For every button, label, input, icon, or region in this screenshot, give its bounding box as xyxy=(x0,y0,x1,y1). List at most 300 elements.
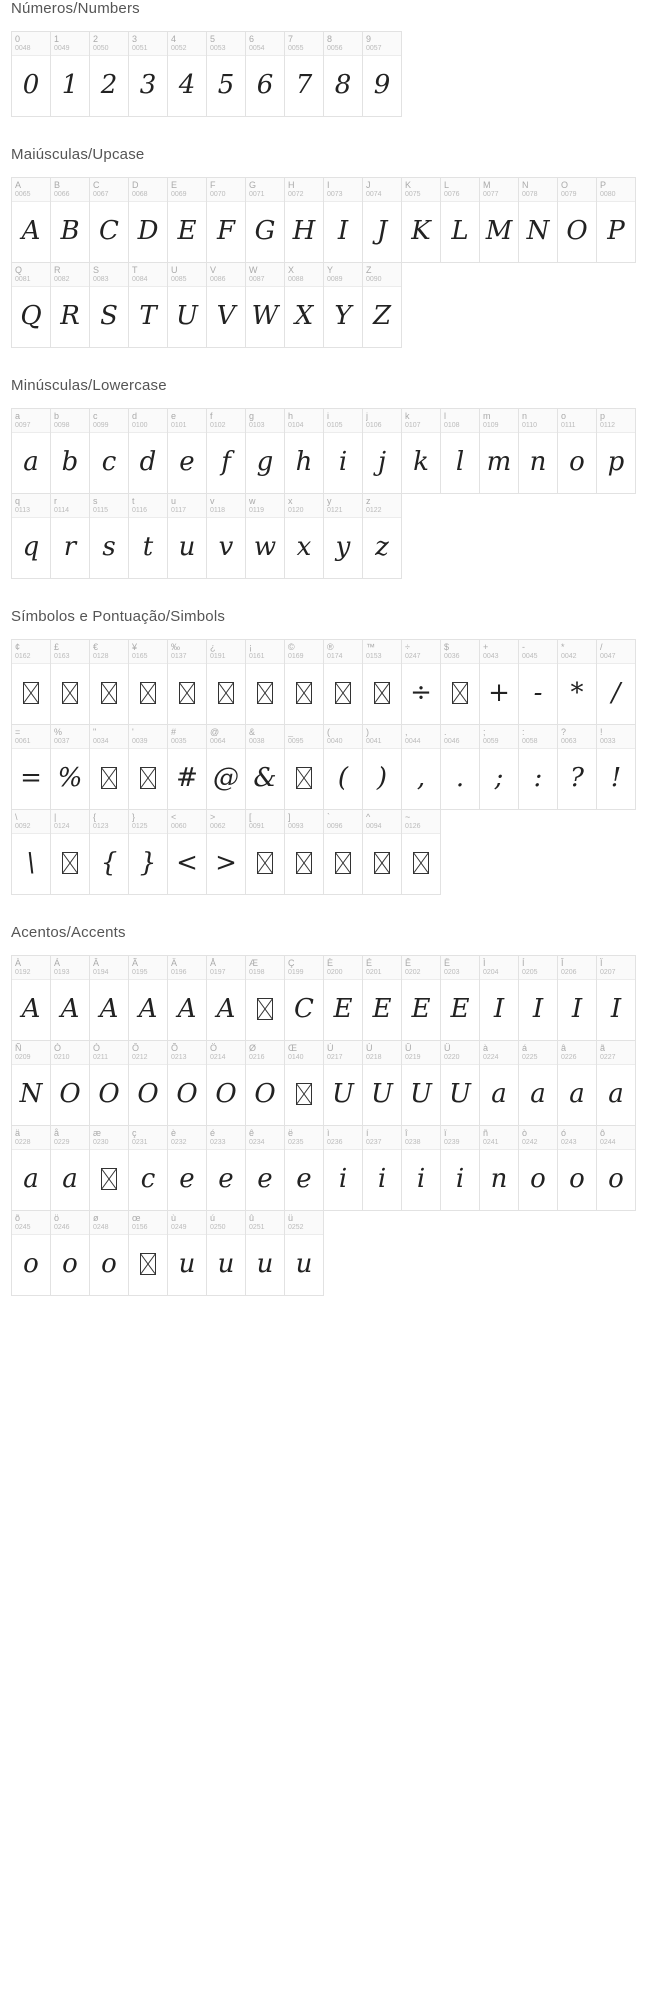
glyph-cell[interactable] xyxy=(206,955,246,1041)
glyph-code-label: 0211 xyxy=(93,1054,109,1061)
glyph-cell[interactable] xyxy=(557,639,597,725)
glyph-cell[interactable] xyxy=(50,809,90,895)
glyph-cell[interactable] xyxy=(245,639,285,725)
glyph-code-label: 0248 xyxy=(93,1224,109,1231)
glyph-cell[interactable] xyxy=(167,955,207,1041)
glyph-cell[interactable] xyxy=(479,955,519,1041)
glyph-cell[interactable] xyxy=(518,1125,558,1211)
glyph-cell[interactable] xyxy=(89,639,129,725)
glyph-cell[interactable] xyxy=(557,177,597,263)
glyph-cell[interactable] xyxy=(440,177,480,263)
glyph-cell[interactable] xyxy=(479,1040,519,1126)
section-title: Maiúsculas/Upcase xyxy=(11,146,145,163)
glyph-code-label: 0234 xyxy=(249,1139,265,1146)
glyph-cell[interactable] xyxy=(89,1210,129,1296)
glyph-preview: M xyxy=(485,216,513,246)
glyph-cell[interactable] xyxy=(479,639,519,725)
glyph-code-label: 0231 xyxy=(132,1139,148,1146)
glyph-meta xyxy=(363,725,401,749)
glyph-preview: } xyxy=(139,848,157,878)
glyph-char-label: J xyxy=(366,180,371,190)
glyph-cell[interactable] xyxy=(401,1125,441,1211)
glyph-char-label: ' xyxy=(132,727,134,737)
glyph-meta xyxy=(519,725,557,749)
glyph-cell[interactable] xyxy=(557,1125,597,1211)
glyph-preview: a xyxy=(530,1079,546,1109)
glyph-cell[interactable] xyxy=(50,639,90,725)
glyph-cell[interactable] xyxy=(206,639,246,725)
glyph-cell[interactable] xyxy=(596,408,636,494)
glyph-cell[interactable] xyxy=(206,1040,246,1126)
glyph-char-label: O xyxy=(561,180,569,190)
glyph-cell[interactable] xyxy=(323,1125,363,1211)
glyph-cell[interactable] xyxy=(11,493,51,579)
section-title: Acentos/Accents xyxy=(11,924,126,941)
glyph-meta xyxy=(12,263,50,287)
glyph-cell[interactable] xyxy=(11,262,51,348)
glyph-cell[interactable] xyxy=(440,724,480,810)
glyph-code-label: 0079 xyxy=(561,191,577,198)
glyph-cell[interactable] xyxy=(245,262,285,348)
glyph-cell[interactable] xyxy=(596,639,636,725)
glyph-cell[interactable] xyxy=(284,1040,324,1126)
glyph-cell[interactable] xyxy=(284,1210,324,1296)
glyph-char-label: T xyxy=(132,265,138,275)
glyph-cell[interactable] xyxy=(284,809,324,895)
glyph-cell[interactable] xyxy=(401,1040,441,1126)
glyph-cell[interactable] xyxy=(479,177,519,263)
glyph-char-label: ú xyxy=(210,1213,216,1223)
glyph-cell[interactable] xyxy=(362,639,402,725)
glyph-char-label: ñ xyxy=(483,1128,489,1138)
glyph-cell[interactable] xyxy=(362,955,402,1041)
missing-glyph-box xyxy=(402,834,440,895)
glyph-cell[interactable] xyxy=(518,408,558,494)
glyph-cell[interactable] xyxy=(89,955,129,1041)
missing-glyph-box xyxy=(129,749,167,810)
glyph-char-label: Â xyxy=(93,958,100,968)
glyph-cell[interactable] xyxy=(440,1125,480,1211)
glyph-char-label: u xyxy=(171,496,177,506)
section-title: Símbolos e Pontuação/Simbols xyxy=(11,608,226,625)
glyph-preview: i xyxy=(338,447,348,477)
glyph-cell[interactable] xyxy=(479,724,519,810)
glyph-cell[interactable] xyxy=(479,408,519,494)
glyph-cell[interactable] xyxy=(245,493,285,579)
glyph-code-label: 0071 xyxy=(249,191,265,198)
glyph-cell[interactable] xyxy=(128,31,168,117)
glyph-char-label: L xyxy=(444,180,450,190)
tofu-icon xyxy=(374,852,390,874)
glyph-char-label: S xyxy=(93,265,100,275)
glyph-char-label: b xyxy=(54,411,60,421)
glyph-preview: n xyxy=(490,1164,508,1194)
glyph-meta xyxy=(129,725,167,749)
missing-glyph-box xyxy=(90,664,128,725)
glyph-cell[interactable] xyxy=(128,639,168,725)
glyph-char-label: 8 xyxy=(327,34,333,44)
glyph-cell[interactable] xyxy=(518,955,558,1041)
glyph-cell[interactable] xyxy=(167,177,207,263)
glyph-meta xyxy=(441,409,479,433)
glyph-cell[interactable] xyxy=(206,724,246,810)
glyph-meta xyxy=(441,640,479,664)
glyph-cell[interactable] xyxy=(128,262,168,348)
glyph-char-label: j xyxy=(366,411,368,421)
glyph-code-label: 0063 xyxy=(561,738,577,745)
glyph-char-label: ] xyxy=(288,812,291,822)
glyph-char-label: & xyxy=(249,727,256,737)
glyph-meta xyxy=(519,640,557,664)
glyph-preview: i xyxy=(455,1164,465,1194)
tofu-icon xyxy=(257,682,273,704)
glyph-preview: 6 xyxy=(256,70,274,100)
glyph-cell[interactable] xyxy=(89,809,129,895)
glyph-cell[interactable] xyxy=(128,177,168,263)
glyph-cell[interactable] xyxy=(440,408,480,494)
glyph-preview: { xyxy=(100,848,118,878)
glyph-cell[interactable] xyxy=(596,177,636,263)
glyph-cell[interactable] xyxy=(206,31,246,117)
glyph-meta xyxy=(480,640,518,664)
glyph-preview: c xyxy=(140,1164,156,1194)
glyph-code-label: 0209 xyxy=(15,1054,31,1061)
glyph-cell[interactable] xyxy=(362,809,402,895)
glyph-cell[interactable] xyxy=(245,724,285,810)
glyph-code-label: 0105 xyxy=(327,422,343,429)
glyph-cell[interactable] xyxy=(401,724,441,810)
glyph-cell[interactable] xyxy=(128,408,168,494)
glyph-char-label: $ xyxy=(444,642,450,652)
glyph-code-label: 0251 xyxy=(249,1224,265,1231)
glyph-cell[interactable] xyxy=(362,724,402,810)
glyph-preview: , xyxy=(416,763,426,793)
glyph-meta xyxy=(480,1041,518,1065)
glyph-meta xyxy=(363,1041,401,1065)
glyph-cell[interactable] xyxy=(167,493,207,579)
glyph-cell[interactable] xyxy=(128,724,168,810)
glyph-cell[interactable] xyxy=(323,809,363,895)
glyph-meta xyxy=(168,956,206,980)
glyph-cell[interactable] xyxy=(11,955,51,1041)
glyph-cell[interactable] xyxy=(128,1210,168,1296)
glyph-char-label: X xyxy=(288,265,295,275)
glyph-cell[interactable] xyxy=(206,177,246,263)
glyph-cell[interactable] xyxy=(206,493,246,579)
glyph-code-label: 0091 xyxy=(249,823,265,830)
glyph-cell[interactable] xyxy=(206,262,246,348)
glyph-cell[interactable] xyxy=(89,31,129,117)
glyph-cell[interactable] xyxy=(557,955,597,1041)
glyph-meta xyxy=(90,494,128,518)
glyph-code-label: 0107 xyxy=(405,422,421,429)
glyph-cell[interactable] xyxy=(89,1040,129,1126)
glyph-cell[interactable] xyxy=(167,1125,207,1211)
glyph-cell[interactable] xyxy=(362,1040,402,1126)
glyph-preview: / xyxy=(611,678,621,708)
glyph-cell[interactable] xyxy=(284,31,324,117)
glyph-meta xyxy=(285,640,323,664)
glyph-char-label: © xyxy=(288,642,295,652)
glyph-meta xyxy=(480,409,518,433)
glyph-preview: O xyxy=(137,1079,159,1109)
glyph-code-label: 0199 xyxy=(288,969,304,976)
glyph-cell[interactable] xyxy=(284,177,324,263)
glyph-cell[interactable] xyxy=(245,1040,285,1126)
glyph-cell[interactable] xyxy=(518,639,558,725)
glyph-meta xyxy=(51,494,89,518)
glyph-cell[interactable] xyxy=(362,262,402,348)
glyph-section xyxy=(0,608,661,894)
glyph-preview: U xyxy=(176,301,198,331)
glyph-preview: R xyxy=(60,301,80,331)
glyph-meta xyxy=(168,1041,206,1065)
glyph-code-label: 0200 xyxy=(327,969,343,976)
glyph-cell[interactable] xyxy=(11,1125,51,1211)
glyph-cell[interactable] xyxy=(167,1040,207,1126)
glyph-char-label: K xyxy=(405,180,412,190)
glyph-cell[interactable] xyxy=(128,1040,168,1126)
glyph-cell[interactable] xyxy=(557,408,597,494)
glyph-code-label: 0095 xyxy=(288,738,304,745)
glyph-cell[interactable] xyxy=(167,639,207,725)
glyph-cell[interactable] xyxy=(128,1125,168,1211)
glyph-preview: y xyxy=(335,532,351,562)
glyph-cell[interactable] xyxy=(167,408,207,494)
glyph-cell[interactable] xyxy=(596,1125,636,1211)
glyph-cell[interactable] xyxy=(284,493,324,579)
glyph-cell[interactable] xyxy=(89,177,129,263)
glyph-char-label: 4 xyxy=(171,34,177,44)
glyph-code-label: 0096 xyxy=(327,823,343,830)
glyph-char-label: ™ xyxy=(366,642,375,652)
glyph-code-label: 0054 xyxy=(249,45,265,52)
glyph-cell[interactable] xyxy=(50,1210,90,1296)
glyph-char-label: h xyxy=(288,411,294,421)
glyph-cell[interactable] xyxy=(50,31,90,117)
glyph-preview: 4 xyxy=(178,70,196,100)
glyph-cell[interactable] xyxy=(596,724,636,810)
glyph-code-label: 0048 xyxy=(15,45,31,52)
glyph-preview: I xyxy=(571,994,583,1024)
glyph-meta xyxy=(207,32,245,56)
glyph-preview: v xyxy=(218,532,234,562)
glyph-cell[interactable] xyxy=(518,177,558,263)
glyph-cell[interactable] xyxy=(401,177,441,263)
glyph-meta xyxy=(51,640,89,664)
glyph-code-label: 0061 xyxy=(15,738,31,745)
glyph-cell[interactable] xyxy=(128,955,168,1041)
glyph-char-label: < xyxy=(171,812,177,822)
glyph-cell[interactable] xyxy=(128,809,168,895)
glyph-preview: ? xyxy=(570,763,584,793)
glyph-section xyxy=(0,146,661,347)
glyph-code-label: 0174 xyxy=(327,653,343,660)
glyph-code-label: 0106 xyxy=(366,422,382,429)
glyph-cell[interactable] xyxy=(323,493,363,579)
glyph-cell[interactable] xyxy=(167,1210,207,1296)
glyph-cell[interactable] xyxy=(50,1125,90,1211)
glyph-cell[interactable] xyxy=(557,724,597,810)
missing-glyph-box xyxy=(363,664,401,725)
glyph-cell[interactable] xyxy=(50,955,90,1041)
glyph-cell[interactable] xyxy=(245,177,285,263)
glyph-cell[interactable] xyxy=(206,408,246,494)
glyph-preview: O xyxy=(98,1079,120,1109)
glyph-cell[interactable] xyxy=(245,1125,285,1211)
glyph-cell[interactable] xyxy=(440,639,480,725)
glyph-cell[interactable] xyxy=(518,1040,558,1126)
glyph-cell[interactable] xyxy=(50,262,90,348)
glyph-cell[interactable] xyxy=(167,724,207,810)
glyph-cell[interactable] xyxy=(50,493,90,579)
glyph-cell[interactable] xyxy=(362,408,402,494)
glyph-cell[interactable] xyxy=(206,809,246,895)
glyph-cell[interactable] xyxy=(401,955,441,1041)
glyph-cell[interactable] xyxy=(284,262,324,348)
glyph-meta xyxy=(519,178,557,202)
glyph-code-label: 0110 xyxy=(522,422,538,429)
glyph-code-label: 0089 xyxy=(327,276,343,283)
glyph-cell[interactable] xyxy=(167,809,207,895)
glyph-cell[interactable] xyxy=(323,31,363,117)
glyph-char-label: % xyxy=(54,727,63,737)
glyph-preview: 7 xyxy=(295,70,313,100)
glyph-cell[interactable] xyxy=(284,408,324,494)
glyph-cell[interactable] xyxy=(128,493,168,579)
glyph-cell[interactable] xyxy=(50,408,90,494)
glyph-cell[interactable] xyxy=(323,955,363,1041)
glyph-cell[interactable] xyxy=(362,177,402,263)
glyph-cell[interactable] xyxy=(401,639,441,725)
glyph-cell[interactable] xyxy=(89,1125,129,1211)
glyph-cell[interactable] xyxy=(11,809,51,895)
glyph-preview: A xyxy=(21,216,41,246)
glyph-cell[interactable] xyxy=(89,262,129,348)
glyph-cell[interactable] xyxy=(284,1125,324,1211)
glyph-cell[interactable] xyxy=(284,639,324,725)
glyph-cell[interactable] xyxy=(557,1040,597,1126)
glyph-cell[interactable] xyxy=(89,724,129,810)
glyph-code-label: 0098 xyxy=(54,422,70,429)
glyph-char-label: Á xyxy=(54,958,61,968)
glyph-cell[interactable] xyxy=(50,1040,90,1126)
glyph-cell[interactable] xyxy=(11,1210,51,1296)
glyph-cell[interactable] xyxy=(596,955,636,1041)
glyph-cell[interactable] xyxy=(401,809,441,895)
glyph-cell[interactable] xyxy=(167,262,207,348)
glyph-cell[interactable] xyxy=(284,955,324,1041)
glyph-cell[interactable] xyxy=(323,724,363,810)
glyph-preview: a xyxy=(23,1164,39,1194)
glyph-cell[interactable] xyxy=(518,724,558,810)
glyph-code-label: 0084 xyxy=(132,276,148,283)
missing-glyph-box xyxy=(285,749,323,810)
glyph-preview: n xyxy=(529,447,547,477)
glyph-cell[interactable] xyxy=(479,1125,519,1211)
glyph-cell[interactable] xyxy=(167,31,207,117)
glyph-preview: # xyxy=(176,763,198,793)
glyph-cell[interactable] xyxy=(401,408,441,494)
glyph-code-label: 0043 xyxy=(483,653,499,660)
glyph-code-label: 0092 xyxy=(15,823,31,830)
glyph-code-label: 0233 xyxy=(210,1139,226,1146)
glyph-cell[interactable] xyxy=(245,955,285,1041)
glyph-cell[interactable] xyxy=(89,493,129,579)
glyph-cell[interactable] xyxy=(206,1210,246,1296)
glyph-char-label: Ô xyxy=(132,1043,140,1053)
glyph-cell[interactable] xyxy=(323,639,363,725)
tofu-icon xyxy=(218,682,234,704)
glyph-cell[interactable] xyxy=(245,408,285,494)
glyph-preview: r xyxy=(63,532,77,562)
glyph-cell[interactable] xyxy=(245,1210,285,1296)
glyph-cell[interactable] xyxy=(362,1125,402,1211)
glyph-cell[interactable] xyxy=(11,177,51,263)
glyph-cell[interactable] xyxy=(323,177,363,263)
glyph-char-label: Y xyxy=(327,265,334,275)
glyph-char-label: E xyxy=(171,180,178,190)
glyph-cell[interactable] xyxy=(89,408,129,494)
glyph-code-label: 0069 xyxy=(171,191,187,198)
glyph-preview: e xyxy=(257,1164,273,1194)
glyph-cell[interactable] xyxy=(245,809,285,895)
glyph-preview: = xyxy=(20,763,42,793)
glyph-code-label: 0112 xyxy=(600,422,616,429)
glyph-cell[interactable] xyxy=(362,493,402,579)
glyph-cell[interactable] xyxy=(323,1040,363,1126)
glyph-char-label: w xyxy=(249,496,256,506)
glyph-cell[interactable] xyxy=(11,408,51,494)
glyph-cell[interactable] xyxy=(323,262,363,348)
glyph-code-label: 0087 xyxy=(249,276,265,283)
glyph-cell[interactable] xyxy=(50,177,90,263)
glyph-code-label: 0140 xyxy=(288,1054,304,1061)
glyph-preview: % xyxy=(57,763,83,793)
glyph-meta xyxy=(246,494,284,518)
glyph-code-label: 0122 xyxy=(366,507,382,514)
glyph-cell[interactable] xyxy=(440,955,480,1041)
glyph-code-label: 0113 xyxy=(15,507,31,514)
glyph-char-label: ÷ xyxy=(405,642,410,652)
glyph-cell[interactable] xyxy=(50,724,90,810)
glyph-cell[interactable] xyxy=(284,724,324,810)
glyph-code-label: 0045 xyxy=(522,653,538,660)
glyph-meta xyxy=(168,725,206,749)
glyph-cell[interactable] xyxy=(245,31,285,117)
glyph-cell[interactable] xyxy=(440,1040,480,1126)
glyph-cell[interactable] xyxy=(323,408,363,494)
glyph-code-label: 0202 xyxy=(405,969,421,976)
glyph-meta xyxy=(285,32,323,56)
glyph-cell[interactable] xyxy=(11,31,51,117)
glyph-code-label: 0156 xyxy=(132,1224,148,1231)
glyph-cell[interactable] xyxy=(362,31,402,117)
glyph-code-label: 0125 xyxy=(132,823,148,830)
glyph-cell[interactable] xyxy=(11,724,51,810)
glyph-code-label: 0108 xyxy=(444,422,460,429)
glyph-cell[interactable] xyxy=(11,639,51,725)
glyph-cell[interactable] xyxy=(596,1040,636,1126)
glyph-preview: I xyxy=(532,994,544,1024)
glyph-code-label: 0232 xyxy=(171,1139,187,1146)
glyph-char-label: ì xyxy=(327,1128,330,1138)
glyph-cell[interactable] xyxy=(11,1040,51,1126)
missing-glyph-box xyxy=(324,834,362,895)
glyph-code-label: 0198 xyxy=(249,969,265,976)
glyph-char-label: Ë xyxy=(444,958,451,968)
glyph-cell[interactable] xyxy=(206,1125,246,1211)
